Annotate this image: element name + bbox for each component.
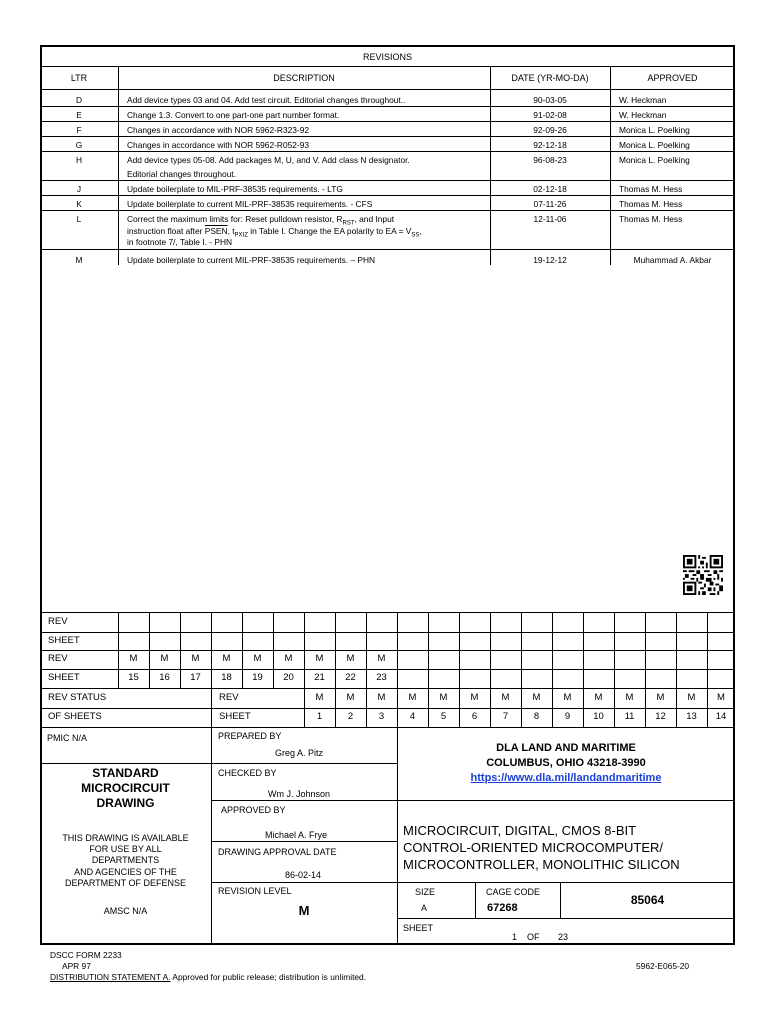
footer-code: 5962-E065-20 [636,961,690,971]
grid-label-rev-2: REV [48,653,68,664]
drawing-title-line-3: MICROCONTROLLER, MONOLITHIC SILICON [403,857,680,872]
approval-date-value: 86-02-14 [285,870,322,880]
checked-by-name: Wm J. Johnson [268,789,331,799]
org-address: COLUMBUS, OHIO 43218-3990 [486,757,646,769]
qr-code [683,555,723,595]
sheet-number: 1 [512,932,518,942]
footer-form: DSCC FORM 2233 [50,950,122,960]
prepared-by-label: PREPARED BY [218,731,282,741]
grid-label-of-sheets: OF SHEETS [48,711,102,722]
availability-line-4: AND AGENCIES OF THE [74,867,177,877]
revision-level-value: M [298,903,310,918]
grid-label-rev: REV [48,616,68,627]
checked-by-label: CHECKED BY [218,768,277,778]
pmic-label: PMIC N/A [47,733,88,743]
approved-by-label: APPROVED BY [221,805,286,815]
standard-line-1: STANDARD [92,766,159,780]
document-number: 85064 [630,893,665,907]
size-label: SIZE [415,887,436,897]
sheet-of-label: OF [527,932,540,942]
grid-label-rev-status: REV STATUS [48,692,107,703]
col-header-approved: APPROVED [647,73,698,83]
prepared-by-name: Greg A. Pitz [275,748,324,758]
distribution-statement-label: DISTRIBUTION STATEMENT A. [50,972,171,982]
col-header-ltr: LTR [70,73,88,83]
col-header-description: DESCRIPTION [273,73,335,83]
org-url-container [397,771,735,785]
approved-by-name: Michael A. Frye [265,830,328,840]
availability-line-3: DEPARTMENTS [91,855,160,865]
org-name: DLA LAND AND MARITIME [496,742,636,754]
drawing-title-line-1: MICROCIRCUIT, DIGITAL, CMOS 8-BIT [403,823,637,838]
size-value: A [421,903,428,913]
col-header-date: DATE (YR-MO-DA) [511,73,589,83]
grid-label-sheet-2: SHEET [48,672,80,683]
amsc-label: AMSC N/A [103,906,148,916]
drawing-title-line-2: CONTROL-ORIENTED MICROCOMPUTER/ [403,840,663,855]
revisions-title: REVISIONS [362,52,412,62]
grid-label-sheet: SHEET [48,635,80,646]
availability-line-1: THIS DRAWING IS AVAILABLE [62,833,189,843]
distribution-statement: DISTRIBUTION STATEMENT A. Approved for public release; distribution is unlimited. [50,972,367,982]
standard-line-2: MICROCIRCUIT [81,781,170,795]
sheet-total: 23 [558,932,569,942]
cage-code-value: 67268 [487,902,518,914]
standard-line-3: DRAWING [96,796,155,810]
grid-label-rev-short: REV [219,692,239,703]
footer-date: APR 97 [62,961,91,971]
approval-date-label: DRAWING APPROVAL DATE [218,847,337,857]
grid-label-sheet-short: SHEET [219,711,251,722]
sheet-label: SHEET [403,923,434,933]
cage-code-label: CAGE CODE [486,887,541,897]
org-url-link[interactable]: https://www.dla.mil/landandmaritime [470,772,662,784]
revision-level-label: REVISION LEVEL [218,886,292,896]
document-page: REVISIONS LTR DESCRIPTION DATE (YR-MO-DA) APPROVED D Add device types 03 and 04. Add test circuit. Editorial changes throughout.. 90-03-05 W. Heckman E Change 1.3. Convert to one part-one part number format. 91-02-08 W. Heckman F Changes in accordance with NOR 5962-R323-92 92-09-26 Monica L. Poelking G Changes in accordance with NOR 5962-R052-93 92-12-18 Monica L. Poelking H Add device types 05-08. Add packages M, U, and V. Add class N designator. Editorial changes throughout. 96-08-23 Monica L. Poelking J Update boilerplate to MIL-PRF-38535 requirements. - LTG 02-12-18 Thomas M. Hess K Update boilerplate to current MIL-PRF-38535 requirements. - CFS 07-11-26 Thomas M. Hess L Correct the maximum limits for: Reset pulldown resistor, $R_{RST}$, and Input instruction float after PSEN, $t_{PXIZ}$ in Table I. Change the EA polarity to EA = $V_{SS}$, in footnote 7/, Table I. - PHN 12-11-06 Thomas M. Hess M Update boilerplate to current MIL-PRF-38535 requirements. – PHN 19-12-12 Muhammad A. Akbar REV SHEET REV SHEET REV STATUS OF SHEETS REV SHEET M M M M M M M M M 15 16 17 18 19 20 21 22 23 M M M M M M M M M M M M M M 1 2 3 4 5 6 7 8 9 10 11 12 13 14 PMIC N/A STANDARD MICROCIRCUIT DRAWING THIS DRAWING IS AVAILABLE FOR USE BY ALL DEPARTMENTS AND AGENCIES OF THE DEPARTMENT OF DEFENSE AMSC N/A PREPARED BY Greg A. Pitz CHECKED BY Wm J. Johnson APPROVED BY Michael A. Frye DRAWING APPROVAL DATE 86-02-14 REVISION LEVEL M DLA LAND AND MARITIME COLUMBUS, OHIO 43218-3990 https://www.dla.mil/landandmaritime MICROCIRCUIT, DIGITAL, CMOS 8-BIT CONTROL-ORIENTED MICROCOMPUTER/ MICROCONTROLLER, MONOLITHIC SILICON SIZE A CAGE CODE 67268 85064 SHEET 1 OF 23 DSCC FORM 2233 APR 97 DISTRIBUTION STATEMENT A. Approved for public release; distribution is unlimited. 5962-E065-20 [0,0,770,1024]
availability-line-5: DEPARTMENT OF DEFENSE [64,878,187,888]
availability-line-2: FOR USE BY ALL [89,844,162,854]
